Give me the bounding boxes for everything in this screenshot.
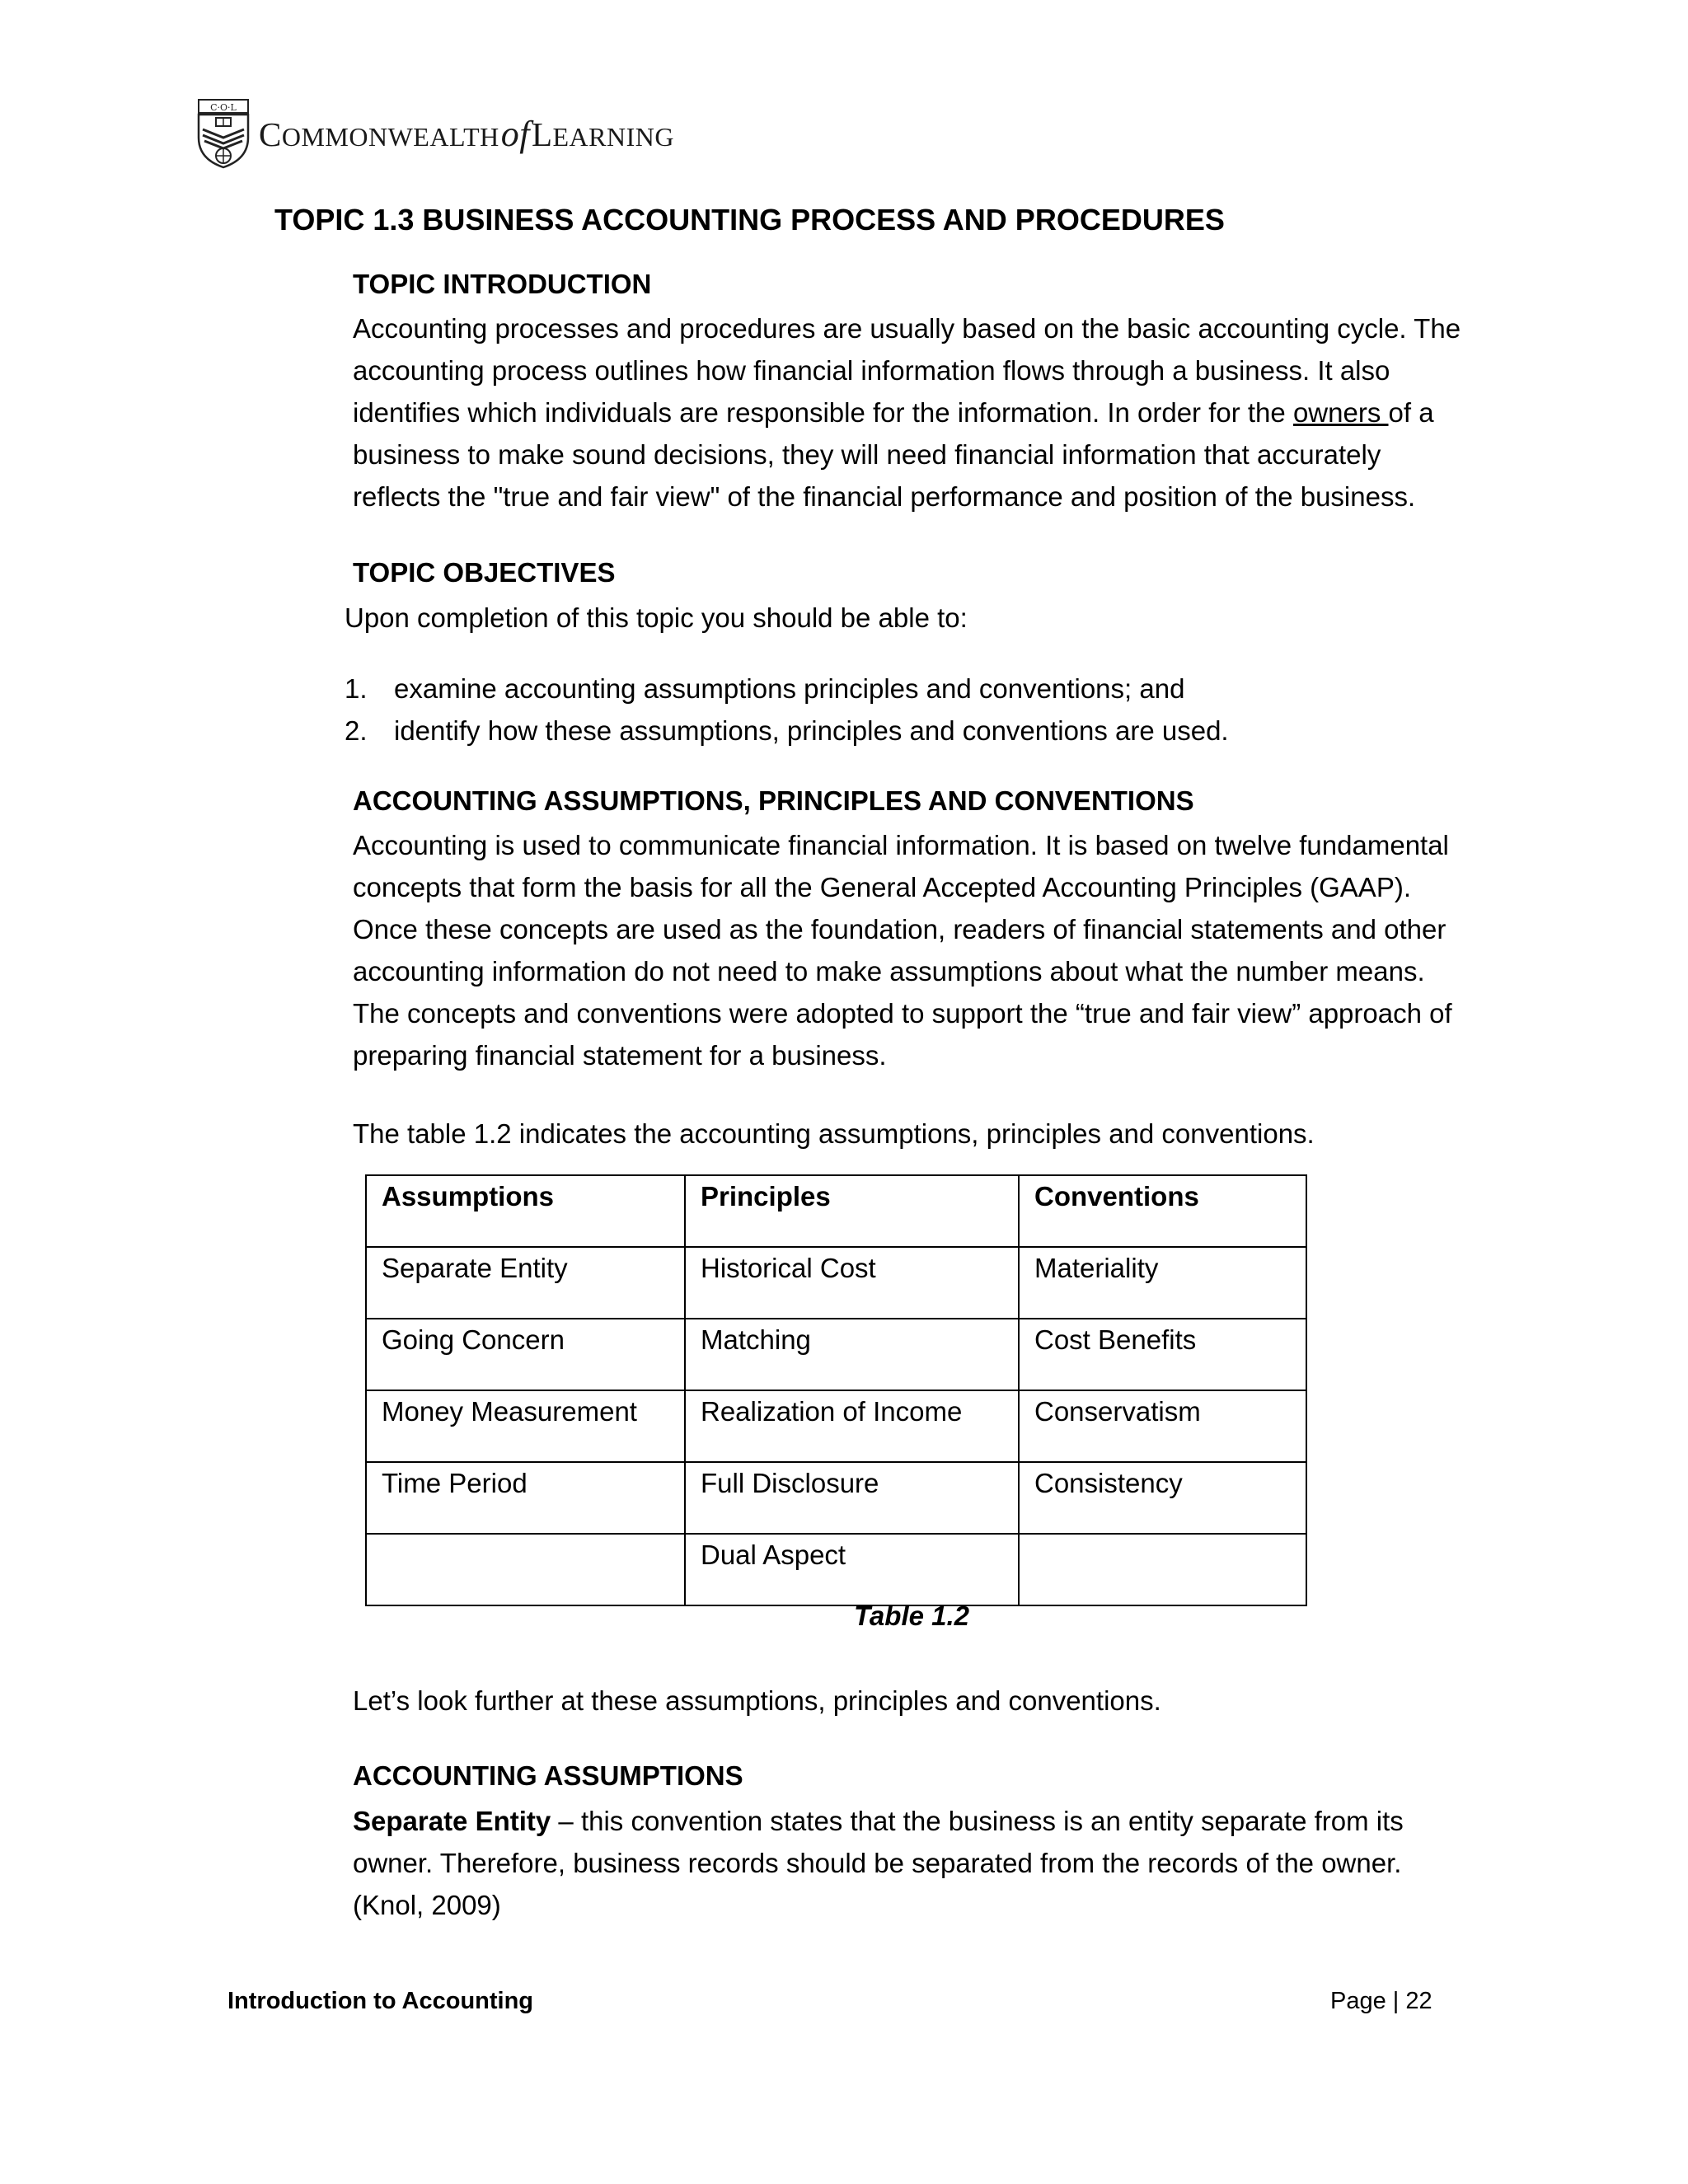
further-paragraph: Let’s look further at these assumptions, principles and conventions. xyxy=(353,1685,1161,1716)
concepts-heading: ACCOUNTING ASSUMPTIONS, PRINCIPLES AND CONVENTIONS xyxy=(353,785,1194,816)
table-cell: Matching xyxy=(685,1319,1019,1390)
crest-text: C·O·L xyxy=(210,102,237,113)
page-title: TOPIC 1.3 BUSINESS ACCOUNTING PROCESS AND PROCEDURES xyxy=(274,203,1225,237)
concepts-table xyxy=(365,1174,1307,1606)
objectives-lead: Upon completion of this topic you should be able to: xyxy=(345,602,968,633)
table-row xyxy=(366,1390,1306,1462)
list-item: 1. examine accounting assumptions principles and conventions; and xyxy=(345,673,1185,704)
table-cell: Materiality xyxy=(1019,1247,1306,1319)
table-caption: Table 1.2 xyxy=(854,1601,970,1631)
table-cell: Historical Cost xyxy=(685,1247,1019,1319)
table-intro: The table 1.2 indicates the accounting assumptions, principles and conventions. xyxy=(353,1118,1315,1149)
list-item: 2. identify how these assumptions, principles and conventions are used. xyxy=(345,715,1229,746)
table-row xyxy=(366,1247,1306,1319)
table-cell: Money Measurement xyxy=(366,1390,685,1462)
concepts-paragraph: Accounting is used to communicate financial information. It is based on twelve fundamental concepts that form the basis for all the General Accepted Accounting Principles (GAAP). Once these concepts are used as the foundation, readers of financial statements and other accounting information do not need to make assumptions about what the number means. The concepts and conventions were adopted to support the “true and fair view” approach of preparing financial statement for a business. xyxy=(353,830,1452,1071)
table-row xyxy=(366,1534,1306,1605)
assumptions-paragraph: Separate Entity – this convention states that the business is an entity separate from its owner. Therefore, business records should be separated from the records of the owner. (Knol, 2009) xyxy=(353,1806,1404,1920)
col-logo xyxy=(196,97,674,170)
table-header-cell: Principles xyxy=(685,1175,1019,1247)
table-cell xyxy=(366,1534,685,1605)
table-cell: Realization of Income xyxy=(685,1390,1019,1462)
footer-page-number: Page | 22 xyxy=(1330,1988,1432,2014)
table-cell: Going Concern xyxy=(366,1319,685,1390)
table-cell xyxy=(1019,1534,1306,1605)
table-header-row xyxy=(366,1175,1306,1247)
logo-wordmark: COMMONWEALTHofLEARNING xyxy=(259,113,674,154)
table-cell: Full Disclosure xyxy=(685,1462,1019,1534)
term-separate-entity: Separate Entity xyxy=(353,1806,551,1836)
table-header-cell: Assumptions xyxy=(366,1175,685,1247)
table-cell: Consistency xyxy=(1019,1462,1306,1534)
objectives-heading: TOPIC OBJECTIVES xyxy=(353,557,616,588)
col-crest-icon xyxy=(196,98,251,169)
assumptions-heading: ACCOUNTING ASSUMPTIONS xyxy=(353,1760,743,1791)
table-cell: Cost Benefits xyxy=(1019,1319,1306,1390)
table-row xyxy=(366,1319,1306,1390)
intro-paragraph: Accounting processes and procedures are usually based on the basic accounting cycle. The accounting process outlines how financial information flows through a business. It also identifies which individuals are responsible for the information. In order for the owners of a business to make sound decisions, they will need financial information that accurately reflects the "true and fair view" of the financial performance and position of the business. xyxy=(353,313,1461,512)
table-header-cell: Conventions xyxy=(1019,1175,1306,1247)
objectives-list xyxy=(345,668,1229,752)
table-cell: Time Period xyxy=(366,1462,685,1534)
footer-course-title: Introduction to Accounting xyxy=(227,1988,534,2014)
table-cell: Separate Entity xyxy=(366,1247,685,1319)
owners-link[interactable]: owners xyxy=(1292,397,1389,428)
table-row xyxy=(366,1462,1306,1534)
table-cell: Conservatism xyxy=(1019,1390,1306,1462)
table-cell: Dual Aspect xyxy=(685,1534,1019,1605)
intro-heading: TOPIC INTRODUCTION xyxy=(353,269,652,299)
